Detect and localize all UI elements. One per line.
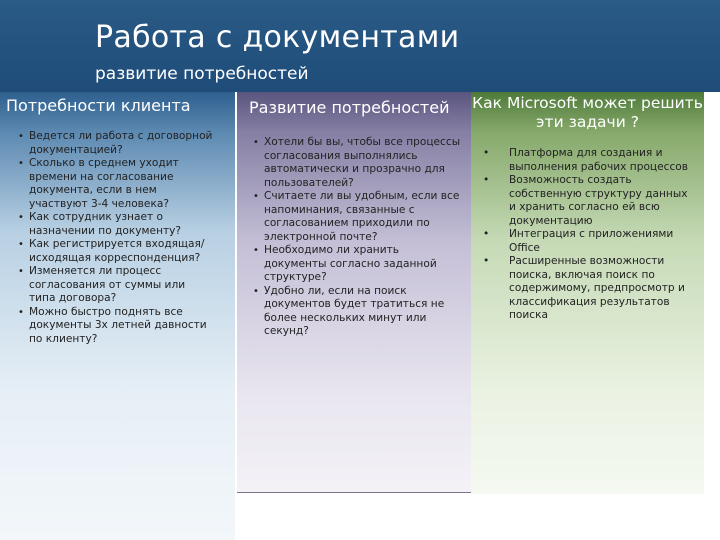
column-heading: Как Microsoft может решить эти задачи ? bbox=[472, 94, 703, 131]
bullet-icon: • bbox=[253, 285, 259, 297]
bullet-icon: • bbox=[18, 306, 24, 318]
bullet-icon: • bbox=[253, 137, 259, 148]
column-bottom-line bbox=[237, 492, 471, 493]
list-item: • Расширенные возможности поиска, включая поиск по содержимому, предпросмотр и классификация результатов поиска bbox=[483, 255, 685, 321]
bullet-list bbox=[18, 130, 214, 346]
list-item: • Удобно ли, если на поиск документов будет тратиться не более нескольких минут или секунд? bbox=[253, 284, 445, 337]
list-item: • Можно быстро поднять все документы 3х летней давности по клиенту? bbox=[18, 305, 207, 345]
list-item: • Сколько в среднем уходит времени на согласование документа, если в нем участвуют 3-4 человека? bbox=[18, 157, 179, 210]
list-item: • Ведется ли работа с договорной документацией? bbox=[18, 130, 213, 156]
bullet-icon: • bbox=[18, 131, 24, 142]
slide-title: Работа с документами bbox=[95, 20, 460, 55]
bullet-icon: • bbox=[18, 158, 24, 169]
list-item: • Интеграция с приложениями Office bbox=[483, 228, 674, 254]
list-item: • Платформа для создания и выполнения рабочих процессов bbox=[483, 147, 689, 173]
bullet-icon: • bbox=[253, 191, 259, 202]
bullet-icon: • bbox=[18, 239, 24, 250]
bullet-list bbox=[253, 136, 461, 339]
column-needs-development bbox=[237, 92, 471, 492]
bullet-icon: • bbox=[18, 266, 24, 277]
column-heading: Потребности клиента bbox=[6, 96, 191, 115]
bullet-icon: • bbox=[483, 255, 490, 267]
slide-header bbox=[0, 0, 720, 92]
list-item: • Считаете ли вы удобным, если все напоминания, связанные с согласованием приходили по электронной почте? bbox=[253, 190, 460, 243]
bullet-icon: • bbox=[18, 212, 24, 223]
column-client-needs bbox=[0, 92, 235, 540]
list-item: • Изменяется ли процесс согласования от суммы или типа договора? bbox=[18, 265, 186, 304]
list-item: • Хотели бы вы, чтобы все процессы согласования выполнялись автоматически и прозрачно для пользователей? bbox=[253, 136, 461, 189]
list-item: • Возможность создать собственную структуру данных и хранить согласно ей всю документацию bbox=[483, 174, 688, 227]
bullet-icon: • bbox=[253, 245, 259, 256]
bullet-list bbox=[483, 147, 693, 323]
slide-subtitle: развитие потребностей bbox=[95, 64, 309, 84]
bullet-icon: • bbox=[483, 174, 490, 186]
list-item: • Необходимо ли хранить документы согласно заданной структуре? bbox=[253, 244, 437, 283]
bullet-icon: • bbox=[483, 147, 490, 159]
bullet-icon: • bbox=[483, 228, 490, 240]
list-item: • Как сотрудник узнает о назначении по документу? bbox=[18, 211, 182, 237]
column-microsoft-solution bbox=[471, 92, 704, 494]
list-item: • Как регистрируется входящая/исходящая корреспонденция? bbox=[18, 238, 205, 264]
column-heading: Развитие потребностей bbox=[249, 98, 450, 117]
